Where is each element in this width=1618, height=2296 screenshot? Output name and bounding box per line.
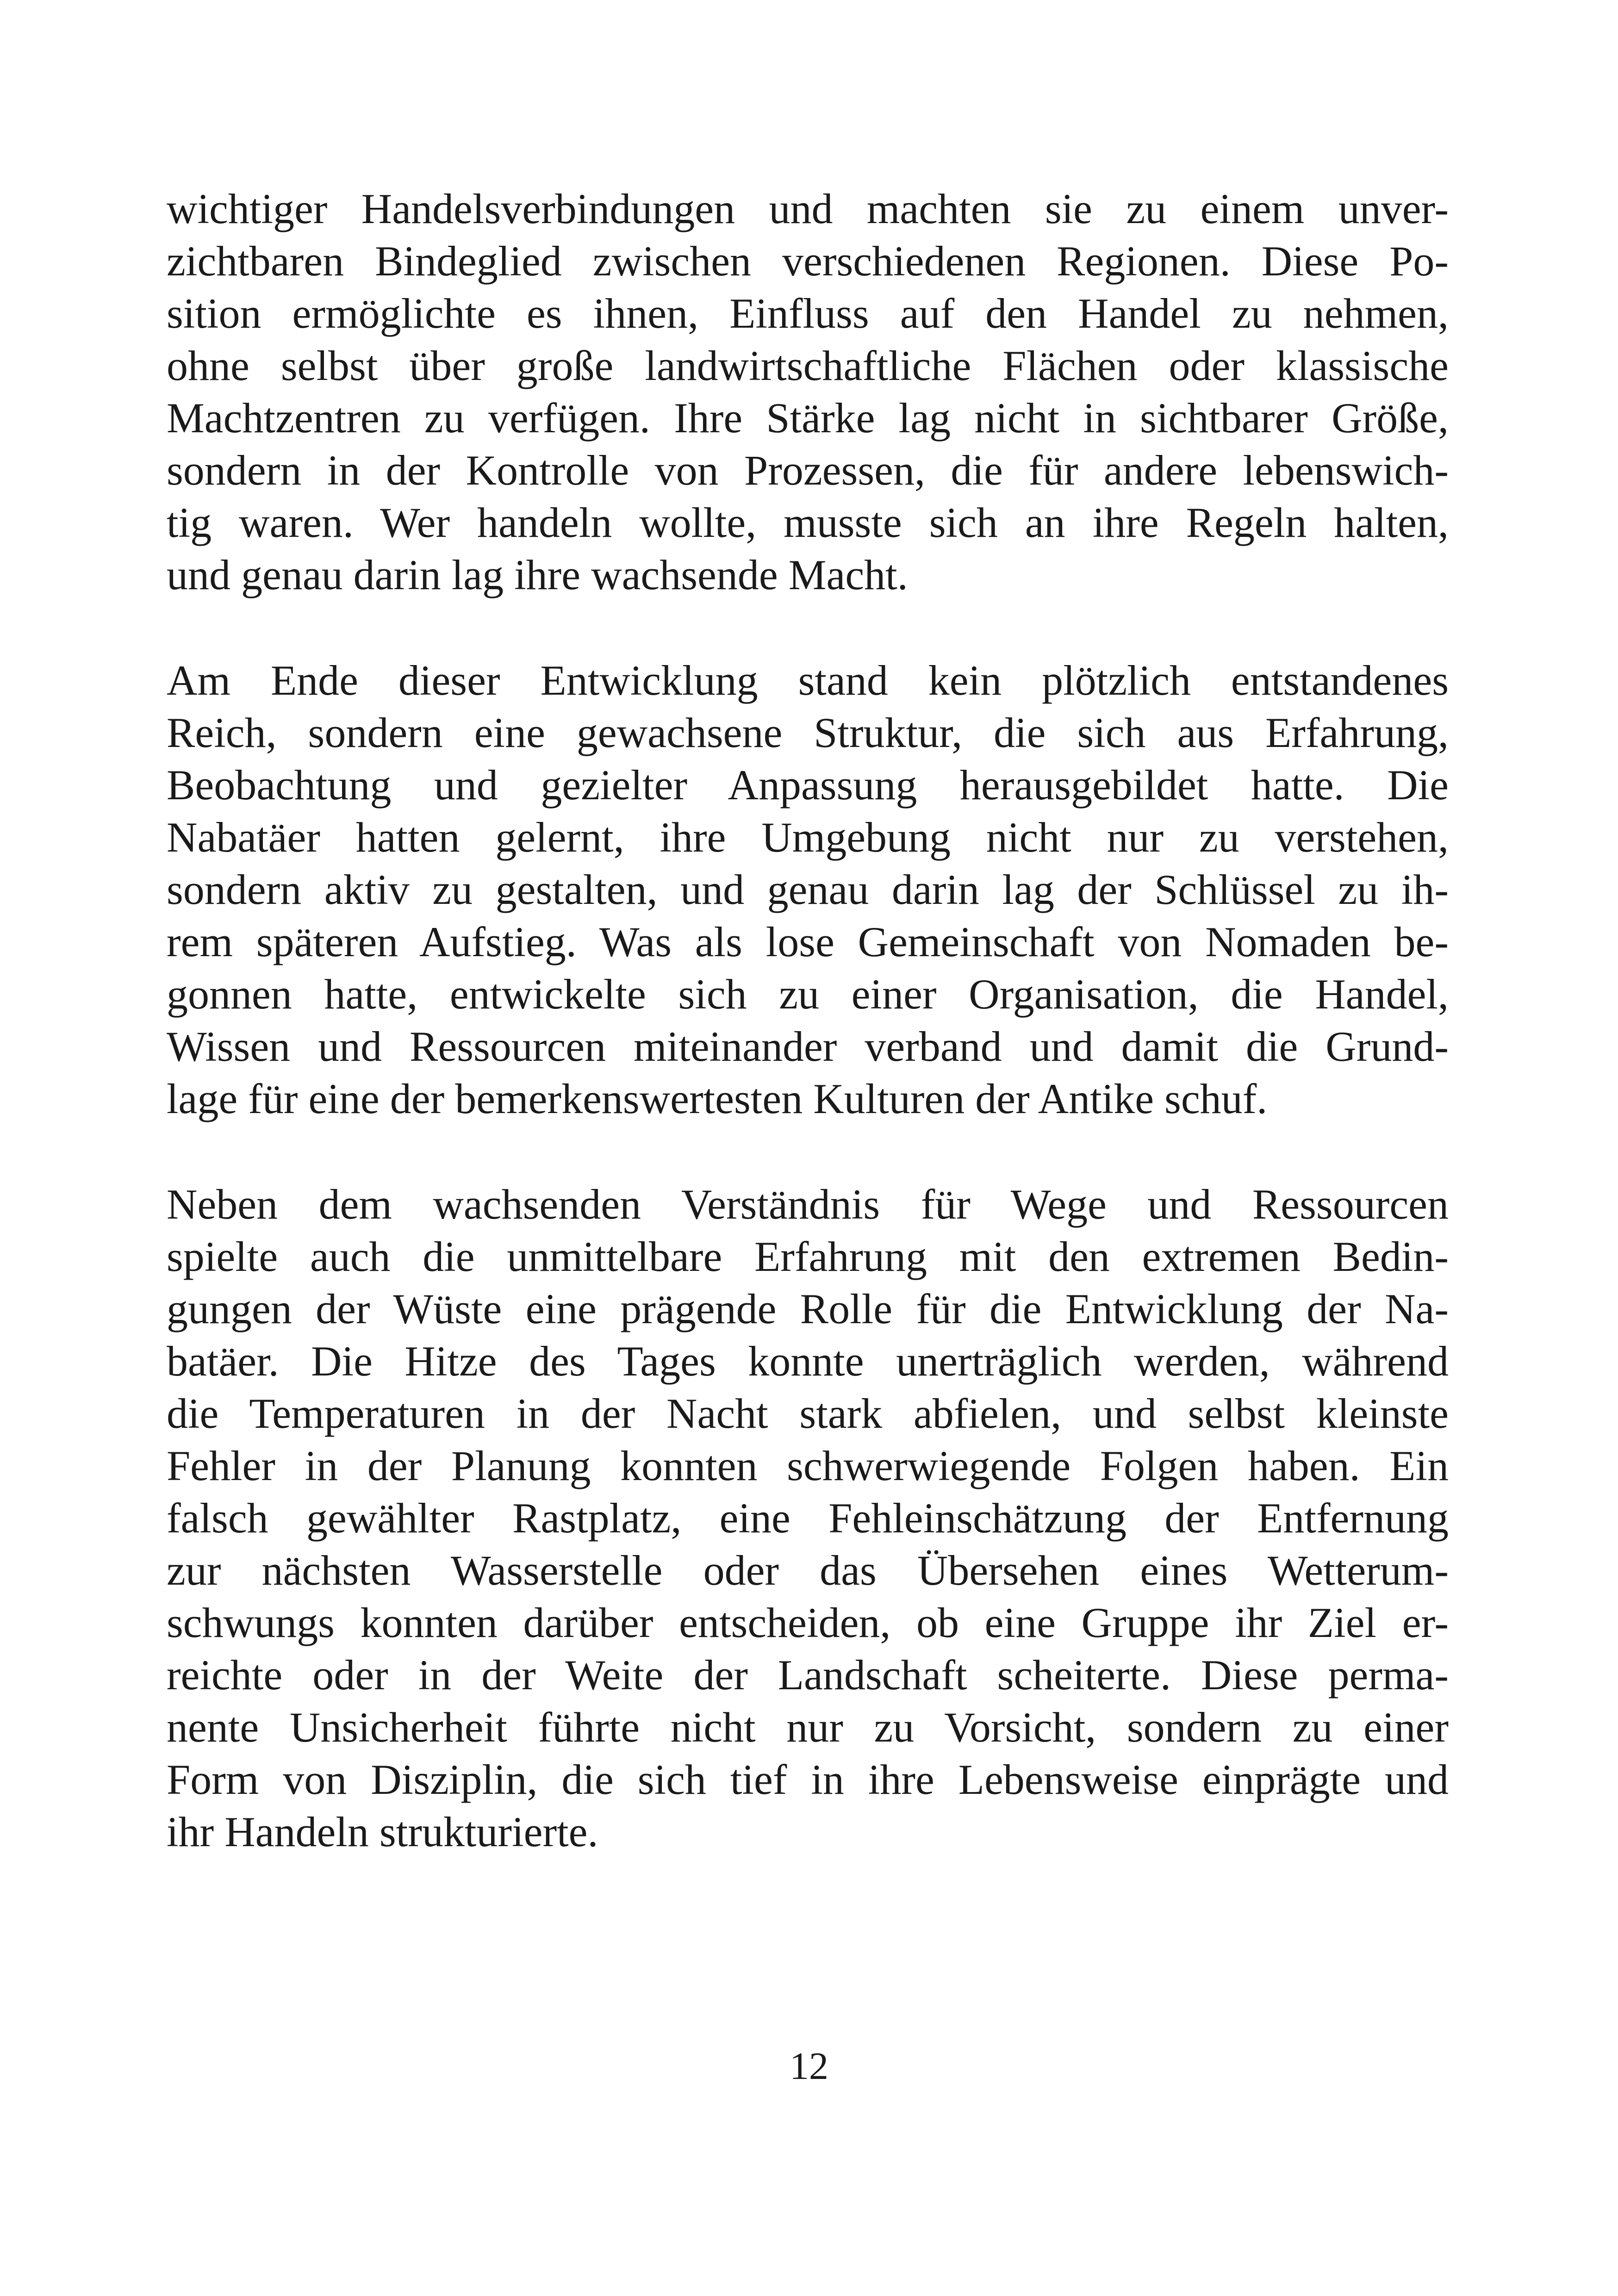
text-line: und genau darin lag ihre wachsende Macht. bbox=[167, 551, 908, 598]
text-line: zichtbaren Bindeglied zwischen verschiedenen Regionen. Diese Po- bbox=[167, 237, 1449, 285]
text-line: Reich, sondern eine gewachsene Struktur, die sich aus Erfahrung, bbox=[167, 709, 1449, 756]
text-line: Am Ende dieser Entwicklung stand kein plötzlich entstandenes bbox=[167, 657, 1449, 704]
text-line: gonnen hatte, entwickelte sich zu einer Organisation, die Handel, bbox=[167, 971, 1449, 1018]
text-line: Beobachtung und gezielter Anpassung herausgebildet hatte. Die bbox=[167, 761, 1449, 809]
text-line: Neben dem wachsenden Verständnis für Wege und Ressourcen bbox=[167, 1181, 1449, 1228]
paragraph-3 bbox=[167, 1178, 1449, 1858]
text-line: Machtzentren zu verfügen. Ihre Stärke lag nicht in sichtbarer Größe, bbox=[167, 394, 1449, 442]
text-line: Form von Disziplin, die sich tief in ihre Lebensweise einprägte und bbox=[167, 1756, 1449, 1803]
text-line: tig waren. Wer handeln wollte, musste sich an ihre Regeln halten, bbox=[167, 499, 1449, 546]
body-text bbox=[167, 183, 1449, 1858]
text-line: ohne selbst über große landwirtschaftliche Flächen oder klassische bbox=[167, 342, 1449, 389]
paragraph-1 bbox=[167, 183, 1449, 601]
text-line: sondern in der Kontrolle von Prozessen, die für andere lebenswich- bbox=[167, 447, 1449, 494]
text-line: Nabatäer hatten gelernt, ihre Umgebung nicht nur zu verstehen, bbox=[167, 814, 1449, 861]
text-line: zur nächsten Wasserstelle oder das Übersehen eines Wetterum- bbox=[167, 1547, 1449, 1594]
text-line: nente Unsicherheit führte nicht nur zu Vorsicht, sondern zu einer bbox=[167, 1704, 1449, 1751]
text-line: Wissen und Ressourcen miteinander verband und damit die Grund- bbox=[167, 1023, 1449, 1070]
text-line: spielte auch die unmittelbare Erfahrung mit den extremen Bedin- bbox=[167, 1233, 1449, 1280]
text-line: gungen der Wüste eine prägende Rolle für die Entwicklung der Na- bbox=[167, 1285, 1449, 1332]
paragraph-2 bbox=[167, 654, 1449, 1125]
page-number: 12 bbox=[790, 2045, 828, 2088]
text-line: sition ermöglichte es ihnen, Einfluss auf den Handel zu nehmen, bbox=[167, 290, 1449, 337]
text-line: rem späteren Aufstieg. Was als lose Gemeinschaft von Nomaden be- bbox=[167, 918, 1449, 965]
text-line: batäer. Die Hitze des Tages konnte unerträglich werden, während bbox=[167, 1338, 1449, 1385]
paragraph-gap bbox=[167, 601, 1449, 654]
text-line: die Temperaturen in der Nacht stark abfielen, und selbst kleinste bbox=[167, 1390, 1449, 1437]
text-line: falsch gewählter Rastplatz, eine Fehleinschätzung der Entfernung bbox=[167, 1494, 1449, 1542]
paragraph-gap bbox=[167, 1125, 1449, 1178]
text-line: wichtiger Handelsverbindungen und machten sie zu einem unver- bbox=[167, 185, 1449, 232]
text-line: lage für eine der bemerkenswertesten Kulturen der Antike schuf. bbox=[167, 1075, 1268, 1122]
text-line: reichte oder in der Weite der Landschaft scheiterte. Diese perma- bbox=[167, 1651, 1449, 1699]
text-line: Fehler in der Planung konnten schwerwiegende Folgen haben. Ein bbox=[167, 1442, 1449, 1489]
text-line: schwungs konnten darüber entscheiden, ob eine Gruppe ihr Ziel er- bbox=[167, 1599, 1449, 1646]
text-line: ihr Handeln strukturierte. bbox=[167, 1808, 598, 1855]
text-line: sondern aktiv zu gestalten, und genau darin lag der Schlüssel zu ih- bbox=[167, 866, 1449, 913]
